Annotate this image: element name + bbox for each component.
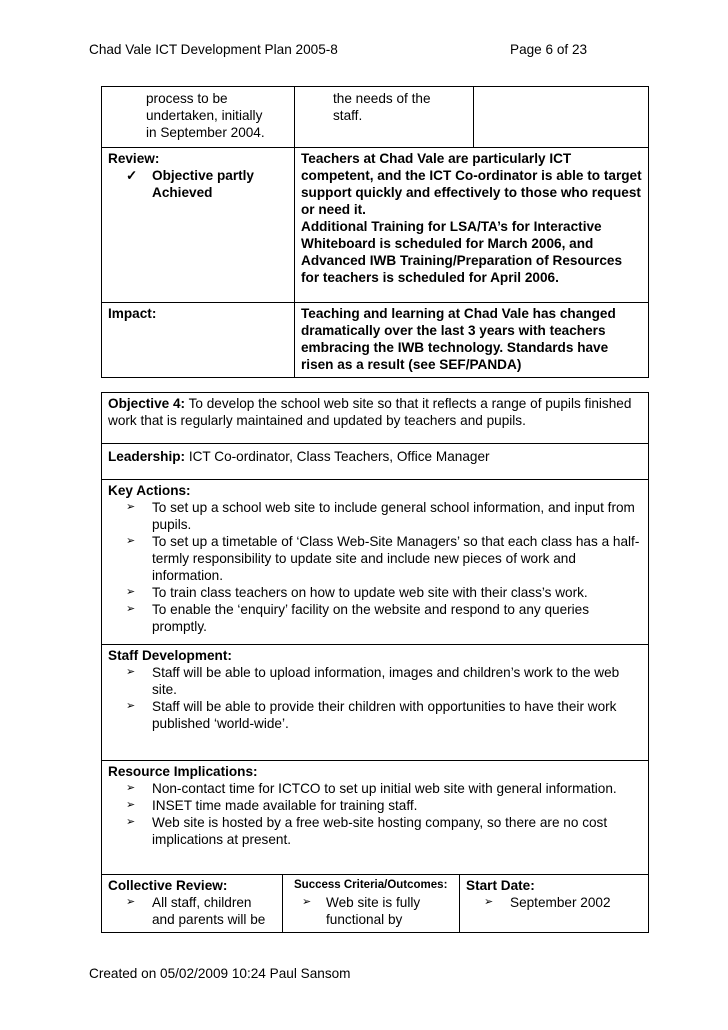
list-item: ➢ To enable the ‘enquiry’ facility on the website and respond to any queries promptly. bbox=[126, 602, 590, 634]
list-item: ➢ All staff, children and parents will be bbox=[126, 895, 266, 927]
resource-implications-label: Resource Implications: bbox=[108, 764, 258, 779]
list-item: ➢ Staff will be able to upload information, images and children’s work to the web site. bbox=[126, 665, 620, 697]
objective-table bbox=[101, 392, 649, 933]
continued-line: undertaken, initially bbox=[146, 108, 263, 123]
continued-cell-1 bbox=[102, 87, 295, 148]
success-criteria-label: Success Criteria/Outcomes: bbox=[294, 879, 448, 891]
objective-cell bbox=[102, 393, 649, 444]
impact-label-cell bbox=[102, 303, 295, 378]
leadership-text: ICT Co-ordinator, Class Teachers, Office Manager bbox=[185, 449, 490, 464]
success-criteria-cell bbox=[283, 875, 460, 933]
review-item: ✓ Objective partly Achieved bbox=[126, 168, 254, 200]
checkmark-icon: ✓ bbox=[126, 168, 138, 183]
staff-development-cell bbox=[102, 645, 649, 761]
arrow-bullet-icon: ➢ bbox=[126, 782, 136, 794]
arrow-bullet-icon: ➢ bbox=[126, 700, 136, 712]
arrow-bullet-icon: ➢ bbox=[126, 586, 136, 598]
review-label: Review: bbox=[108, 151, 160, 166]
arrow-bullet-icon: ➢ bbox=[126, 816, 136, 828]
list-item: ➢ September 2002 bbox=[484, 895, 611, 910]
top-table bbox=[101, 86, 649, 378]
review-text-cell bbox=[295, 148, 649, 303]
arrow-bullet-icon: ➢ bbox=[126, 799, 136, 811]
key-actions-cell bbox=[102, 480, 649, 645]
page-number: Page 6 of 23 bbox=[510, 42, 588, 57]
arrow-bullet-icon: ➢ bbox=[126, 666, 136, 678]
arrow-bullet-icon: ➢ bbox=[126, 501, 136, 513]
review-text-2: Additional Training for LSA/TA’s for Interactive Whiteboard is scheduled for March 2006, and Advanced IWB Training/Preparation of Resources for teachers is scheduled for April 2006. bbox=[301, 219, 623, 285]
list-item: ➢ To set up a school web site to include general school information, and input from pupils. bbox=[126, 500, 635, 532]
list-item: ➢ To train class teachers on how to update web site with their class’s work. bbox=[126, 585, 588, 600]
arrow-bullet-icon: ➢ bbox=[126, 603, 136, 615]
collective-review-label: Collective Review: bbox=[108, 878, 228, 893]
list-item: ➢ Web site is fully functional by bbox=[302, 895, 421, 927]
continued-line: process to be bbox=[146, 91, 228, 106]
collective-review-cell bbox=[102, 875, 283, 933]
continued-cell-3 bbox=[474, 87, 649, 148]
resource-implications-cell bbox=[102, 761, 649, 875]
arrow-bullet-icon: ➢ bbox=[126, 896, 136, 908]
footer-text: Created on 05/02/2009 10:24 Paul Sansom bbox=[89, 966, 351, 981]
review-text: Teachers at Chad Vale are particularly ICT competent, and the ICT Co-ordinator is able to target support quickly and effectively to those who request or need it. bbox=[301, 151, 642, 217]
key-actions-label: Key Actions: bbox=[108, 483, 191, 498]
impact-text-cell bbox=[295, 303, 649, 378]
objective-text: To develop the school web site so that it reflects a range of pupils finished work that is regularly maintained and updated by teachers and pupils. bbox=[108, 396, 632, 428]
continued-line: staff. bbox=[333, 108, 363, 123]
continued-line: in September 2004. bbox=[146, 125, 265, 140]
header-title: Chad Vale ICT Development Plan 2005-8 bbox=[89, 42, 338, 57]
impact-label: Impact: bbox=[108, 306, 157, 321]
list-item: ➢ INSET time made available for training staff. bbox=[126, 798, 418, 813]
impact-text: Teaching and learning at Chad Vale has changed dramatically over the last 3 years with teachers embracing the IWB technology. Standards have risen as a result (see SEF/PANDA) bbox=[301, 306, 616, 372]
continued-line: the needs of the bbox=[333, 91, 431, 106]
leadership-label: Leadership: bbox=[108, 449, 186, 464]
leadership-cell bbox=[102, 444, 649, 480]
arrow-bullet-icon: ➢ bbox=[302, 896, 312, 908]
arrow-bullet-icon: ➢ bbox=[484, 896, 494, 908]
list-item: ➢ To set up a timetable of ‘Class Web-Site Managers’ so that each class has a half-termly responsibility to update site and include new pieces of work and information. bbox=[126, 534, 640, 583]
start-date-label: Start Date: bbox=[466, 878, 535, 893]
list-item: ➢ Web site is hosted by a free web-site hosting company, so there are no cost implications at present. bbox=[126, 815, 608, 847]
objective-label: Objective 4: bbox=[108, 396, 186, 411]
review-label-cell bbox=[102, 148, 295, 303]
arrow-bullet-icon: ➢ bbox=[126, 535, 136, 547]
list-item: ➢ Non-contact time for ICTCO to set up initial web site with general information. bbox=[126, 781, 617, 796]
list-item: ➢ Staff will be able to provide their children with opportunities to have their work published ‘world-wide’. bbox=[126, 699, 617, 731]
start-date-cell bbox=[460, 875, 649, 933]
continued-cell-2 bbox=[295, 87, 474, 148]
staff-development-label: Staff Development: bbox=[108, 648, 232, 663]
